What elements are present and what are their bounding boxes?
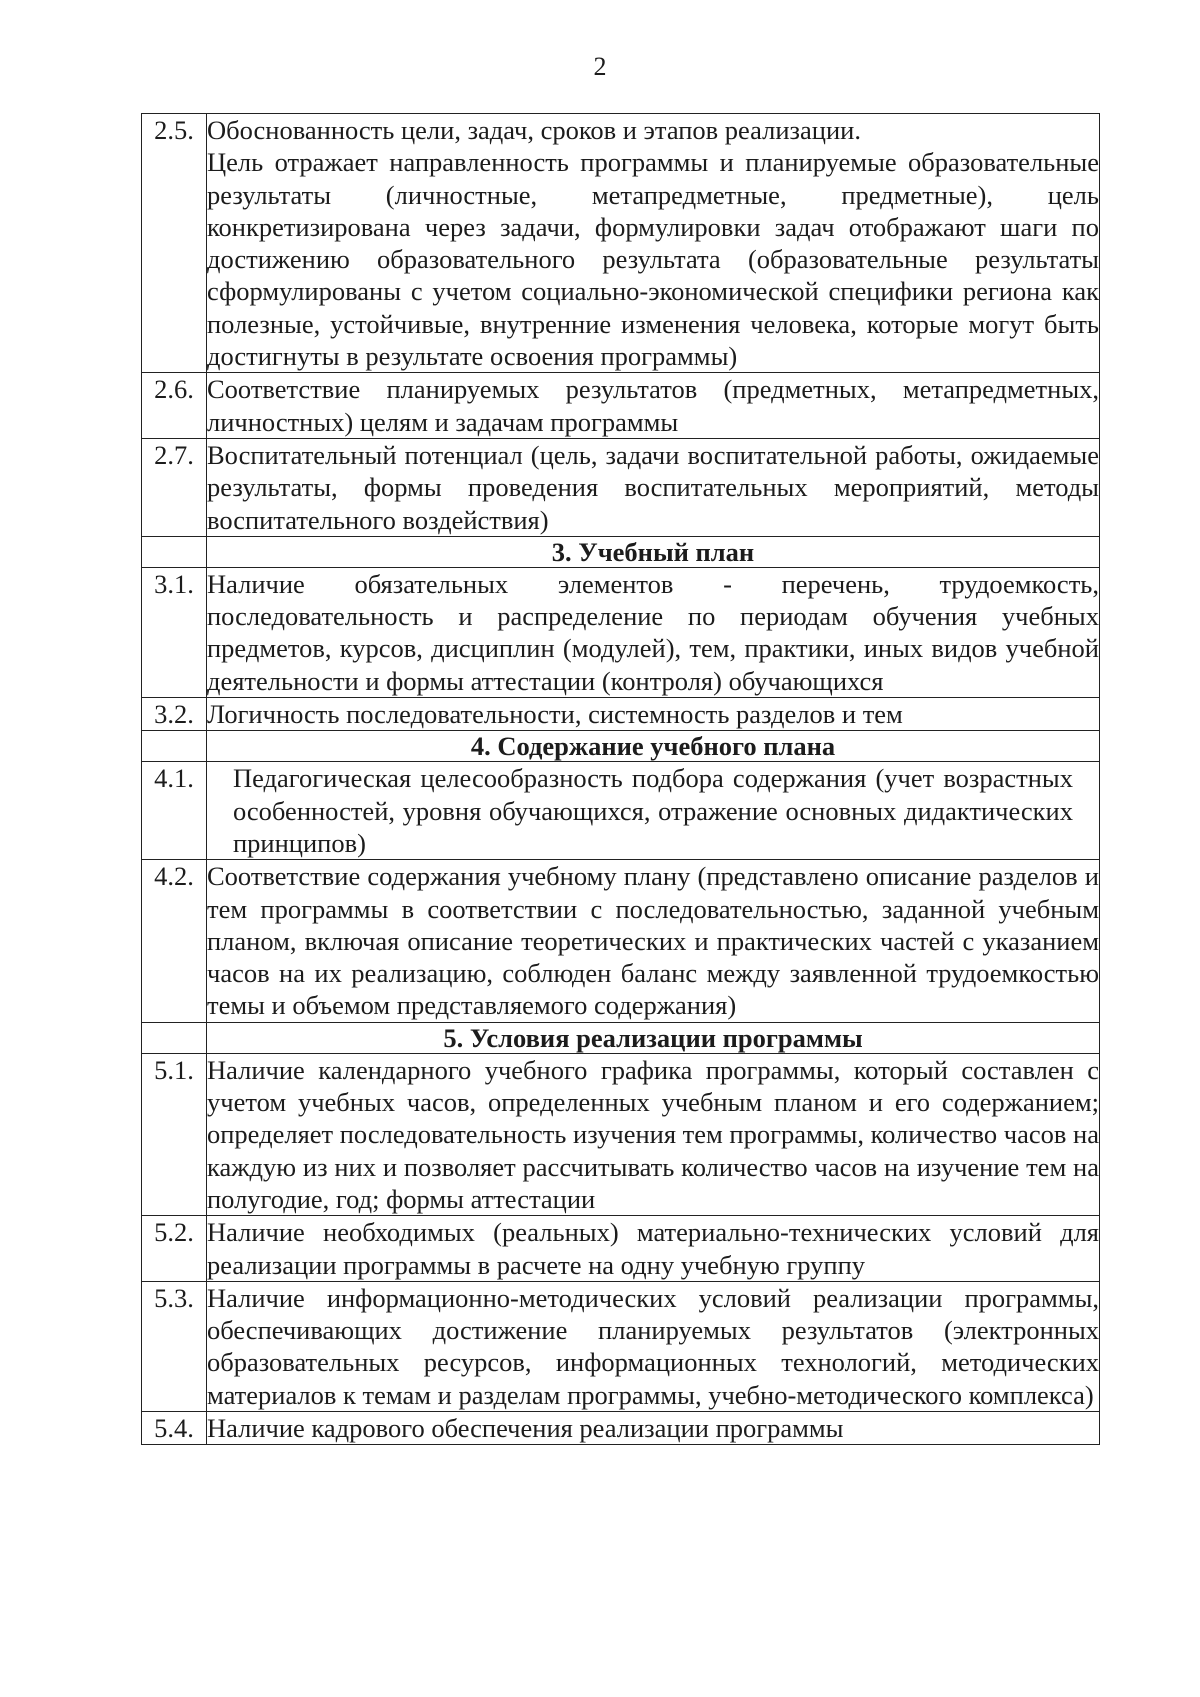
criterion-paragraph: Цель отражает направленность программы и планируемые образовательные результаты (личностные, метапредметные, предметные), цель конкретизирована через задачи, формулировки задач отображают шаги по достижению образовательного результата (образовательные результаты сформулированы с учетом социально-экономической специфики региона как полезные, устойчивые, внутренние изменения человека, которые могут быть достигнуты в результате освоения программы) (207, 147, 1099, 372)
criterion-text (207, 438, 1100, 536)
criterion-paragraph: Соответствие содержания учебному плану (представлено описание разделов и тем программы в соответствии с последовательностью, заданной учебным планом, включая описание теоретических и практических частей с указанием часов на их реализацию, соблюден баланс между заявленной трудоемкостью темы и объемом представляемого содержания) (207, 861, 1099, 1021)
criterion-text (207, 567, 1100, 697)
criterion-row (142, 114, 1100, 373)
criterion-row (142, 567, 1100, 697)
criterion-number: 3.2. (142, 698, 207, 731)
criterion-paragraph: Наличие обязательных элементов - перечень, трудоемкость, последовательность и распределение по периодам обучения учебных предметов, курсов, дисциплин (модулей), тем, практики, иных видов учебной деятельности и формы аттестации (контроля) обучающихся (207, 568, 1099, 696)
criterion-number: 5.4. (142, 1411, 207, 1444)
section-heading-row (142, 731, 1100, 762)
criterion-text (207, 762, 1100, 860)
section-heading-row (142, 1022, 1100, 1053)
criterion-number: 2.5. (142, 114, 207, 373)
criterion-text (207, 373, 1100, 439)
criterion-paragraph: Наличие информационно-методических условий реализации программы, обеспечивающих достижение планируемых результатов (электронных образовательных ресурсов, информационных технологий, методических материалов к темам и разделам программы, учебно-методического комплекса) (207, 1282, 1099, 1410)
criterion-number: 4.1. (142, 762, 207, 860)
criterion-number: 5.1. (142, 1053, 207, 1215)
section-heading-number-cell (142, 731, 207, 762)
criterion-row (142, 438, 1100, 536)
criterion-paragraph: Наличие кадрового обеспечения реализации программы (207, 1412, 844, 1443)
section-heading-number-cell (142, 536, 207, 567)
criterion-paragraph: Воспитательный потенциал (цель, задачи воспитательной работы, ожидаемые результаты, формы проведения воспитательных мероприятий, методы воспитательного воздействия) (207, 439, 1099, 535)
criterion-text (207, 1411, 1100, 1444)
criterion-number: 5.2. (142, 1216, 207, 1282)
section-heading: 5. Условия реализации программы (207, 1022, 1100, 1053)
section-heading: 3. Учебный план (207, 536, 1100, 567)
criterion-paragraph: Педагогическая целесообразность подбора содержания (учет возрастных особенностей, уровня обучающихся, отражение основных дидактических принципов) (233, 763, 1073, 858)
criterion-row (142, 1411, 1100, 1444)
criterion-number: 2.7. (142, 438, 207, 536)
criterion-row (142, 1053, 1100, 1215)
criterion-paragraph: Соответствие планируемых результатов (предметных, метапредметных, личностных) целям и задачам программы (207, 374, 1099, 437)
criterion-row (142, 762, 1100, 860)
criterion-text (207, 1216, 1100, 1282)
criterion-number: 3.1. (142, 567, 207, 697)
criterion-row (142, 1216, 1100, 1282)
criterion-text (207, 114, 1100, 373)
criterion-row (142, 373, 1100, 439)
criterion-row (142, 698, 1100, 731)
criterion-text (207, 1053, 1100, 1215)
criterion-text (207, 860, 1100, 1022)
criterion-number: 2.6. (142, 373, 207, 439)
criteria-table (141, 113, 1100, 1445)
criterion-paragraph: Наличие необходимых (реальных) материально-технических условий для реализации программы в расчете на одну учебную группу (207, 1217, 1099, 1280)
criterion-text (207, 698, 1100, 731)
section-heading-number-cell (142, 1022, 207, 1053)
criterion-number: 5.3. (142, 1281, 207, 1411)
criterion-row (142, 860, 1100, 1022)
criterion-paragraph: Обоснованность цели, задач, сроков и этапов реализации. (207, 115, 861, 145)
criterion-text (207, 1281, 1100, 1411)
criteria-table-body (142, 114, 1100, 1445)
criterion-paragraph: Логичность последовательности, системность разделов и тем (207, 699, 903, 730)
section-heading-row (142, 536, 1100, 567)
criterion-paragraph: Наличие календарного учебного графика программы, который составлен с учетом учебных часов, определенных учебным планом и его содержанием; определяет последовательность изучения тем программы, количество часов на каждую из них и позволяет рассчитывать количество часов на изучение тем на полугодие, год; формы аттестации (207, 1054, 1099, 1214)
criterion-number: 4.2. (142, 860, 207, 1022)
page-number: 2 (593, 52, 607, 81)
criterion-row (142, 1281, 1100, 1411)
section-heading: 4. Содержание учебного плана (207, 731, 1100, 762)
